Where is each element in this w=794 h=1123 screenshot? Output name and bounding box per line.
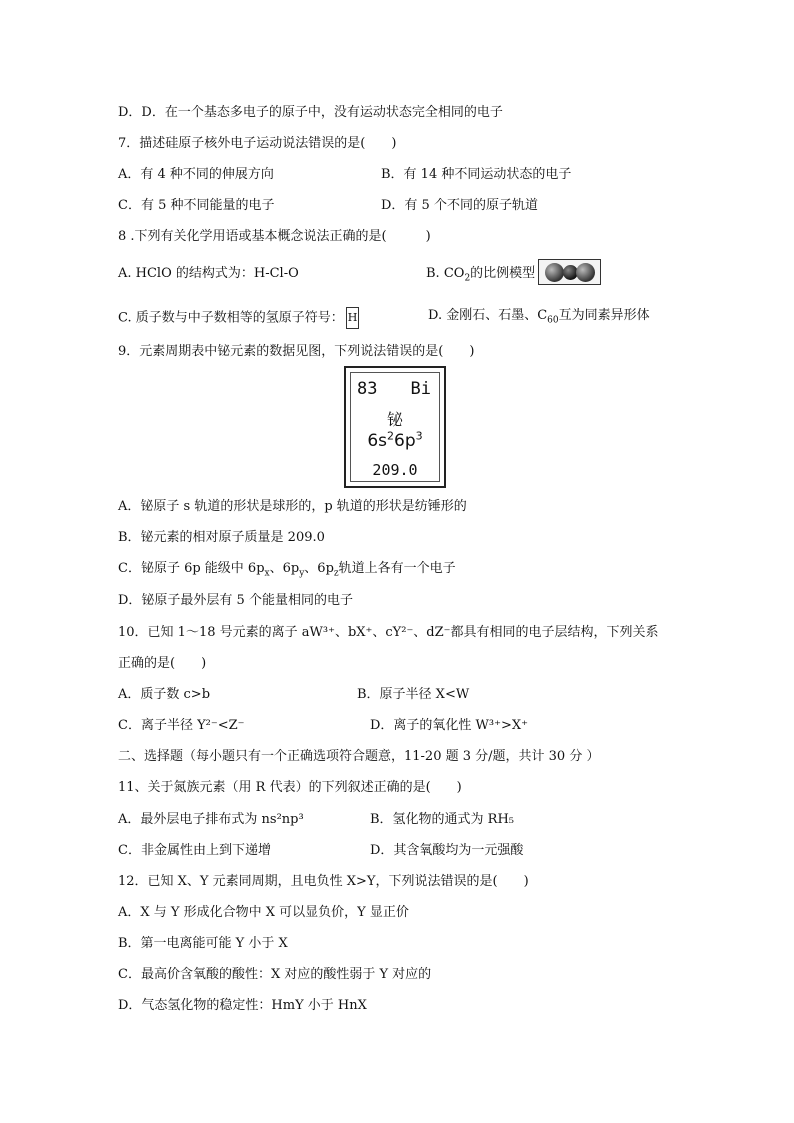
q11-stem: 11、关于氮族元素（用 R 代表）的下列叙述正确的是( ): [118, 780, 462, 795]
q9-stem: 9．元素周期表中铋元素的数据见图，下列说法错误的是( ): [118, 344, 475, 359]
q8-option-d-post: 互为同素异形体: [558, 308, 650, 323]
section-2-heading: 二、选择题（每小题只有一个正确选项符合题意，11-20 题 3 分/题，共计 30 分 ）: [118, 749, 600, 764]
q10-option-a: A．质子数 c>b: [118, 687, 211, 702]
q7-option-a: A．有 4 种不同的伸展方向: [118, 167, 274, 182]
co2-space-filling-model-image: [538, 259, 601, 285]
q11-option-c: C．非金属性由上到下递增: [118, 843, 271, 858]
q7-option-d: D．有 5 个不同的原子轨道: [381, 198, 538, 213]
oxygen-atom-left: [545, 263, 564, 282]
q10-option-d: D．离子的氧化性 W³⁺>X⁺: [370, 718, 528, 733]
q10-stem-line1: 10．已知 1～18 号元素的离子 aW³⁺、bX⁺、cY²⁻、dZ⁻都具有相同的电子层结构，下列关系: [118, 625, 659, 640]
bismuth-element-card: [344, 366, 446, 488]
sub-z: z: [333, 568, 339, 579]
q9-option-c-post: 轨道上各有一个电子: [338, 561, 456, 576]
q7-stem: 7．描述硅原子核外电子运动说法错误的是( ): [118, 136, 397, 151]
q6-option-d: D．D．在一个基态多电子的原子中，没有运动状态完全相同的电子: [118, 105, 503, 120]
q10-stem-line2: 正确的是( ): [118, 656, 207, 671]
q7-option-c: C．有 5 种不同能量的电子: [118, 198, 275, 213]
q11-option-b: B．氢化物的通式为 RH₅: [370, 812, 515, 827]
q8-option-b-post: 的比例模型: [470, 266, 536, 281]
q9-option-c-pre: C．铋原子 6p 能级中 6p: [118, 561, 265, 576]
q8-option-c: [118, 307, 359, 329]
q8-option-a: A. HClO 的结构式为：H-Cl-O: [118, 266, 299, 281]
q12-option-b: B．第一电离能可能 Y 小于 X: [118, 936, 288, 951]
q12-option-c: C．最高价含氧酸的酸性：X 对应的酸性弱于 Y 对应的: [118, 967, 432, 982]
q12-option-a: A．X 与 Y 形成化合物中 X 可以显负价，Y 显正价: [118, 905, 409, 920]
q12-option-d: D．气态氢化物的稳定性：HmY 小于 HnX: [118, 998, 367, 1013]
element-card-inner: [350, 372, 440, 482]
q8-option-d: [428, 307, 650, 325]
q10-option-b: B．原子半径 X<W: [357, 687, 470, 702]
q8-option-b-sub: 2: [464, 273, 471, 284]
q9-option-d: D．铋原子最外层有 5 个能量相同的电子: [118, 593, 353, 608]
oxygen-atom-right: [576, 263, 595, 282]
element-symbol: Bi: [410, 379, 431, 399]
q8-option-d-pre: D. 金刚石、石墨、C: [428, 308, 548, 323]
atomic-mass: 209.0: [372, 461, 418, 479]
q9-option-c: [118, 560, 456, 578]
hydrogen-isotope-symbol: H: [346, 307, 360, 329]
q9-option-a: A．铋原子 s 轨道的形状是球形的，p 轨道的形状是纺锤形的: [118, 499, 467, 514]
element-name: 铋: [386, 410, 403, 429]
q11-option-d: D．其含氧酸均为一元强酸: [370, 843, 524, 858]
q9-option-b: B．铋元素的相对原子质量是 209.0: [118, 530, 325, 545]
q9-option-c-mid1: 、6p: [269, 561, 300, 576]
conf-6p-count: 3: [415, 429, 423, 443]
q8-option-b-pre: B. CO: [426, 266, 465, 281]
conf-6s: 6s: [367, 431, 388, 451]
q12-stem: 12．已知 X、Y 元素同周期，且电负性 X>Y，下列说法错误的是( ): [118, 874, 529, 889]
conf-6p: 6p: [394, 431, 416, 451]
q8-option-c-text: C. 质子数与中子数相等的氢原子符号：: [118, 310, 344, 326]
q8-stem: 8 .下列有关化学用语或基本概念说法正确的是( ): [118, 229, 431, 244]
q8-option-b: [426, 265, 535, 283]
q11-option-a: A．最外层电子排布式为 ns²np³: [118, 812, 304, 827]
electron-configuration: [351, 431, 439, 451]
q10-option-c: C．离子半径 Y²⁻<Z⁻: [118, 718, 245, 733]
q9-option-c-mid2: 、6p: [304, 561, 334, 576]
sub-y: y: [299, 568, 305, 579]
atomic-number: 83: [357, 379, 378, 399]
q8-option-d-sub: 60: [547, 315, 559, 326]
q7-option-b: B．有 14 种不同运动状态的电子: [381, 167, 572, 182]
conf-6s-count: 2: [387, 429, 395, 443]
sub-x: x: [264, 568, 270, 579]
